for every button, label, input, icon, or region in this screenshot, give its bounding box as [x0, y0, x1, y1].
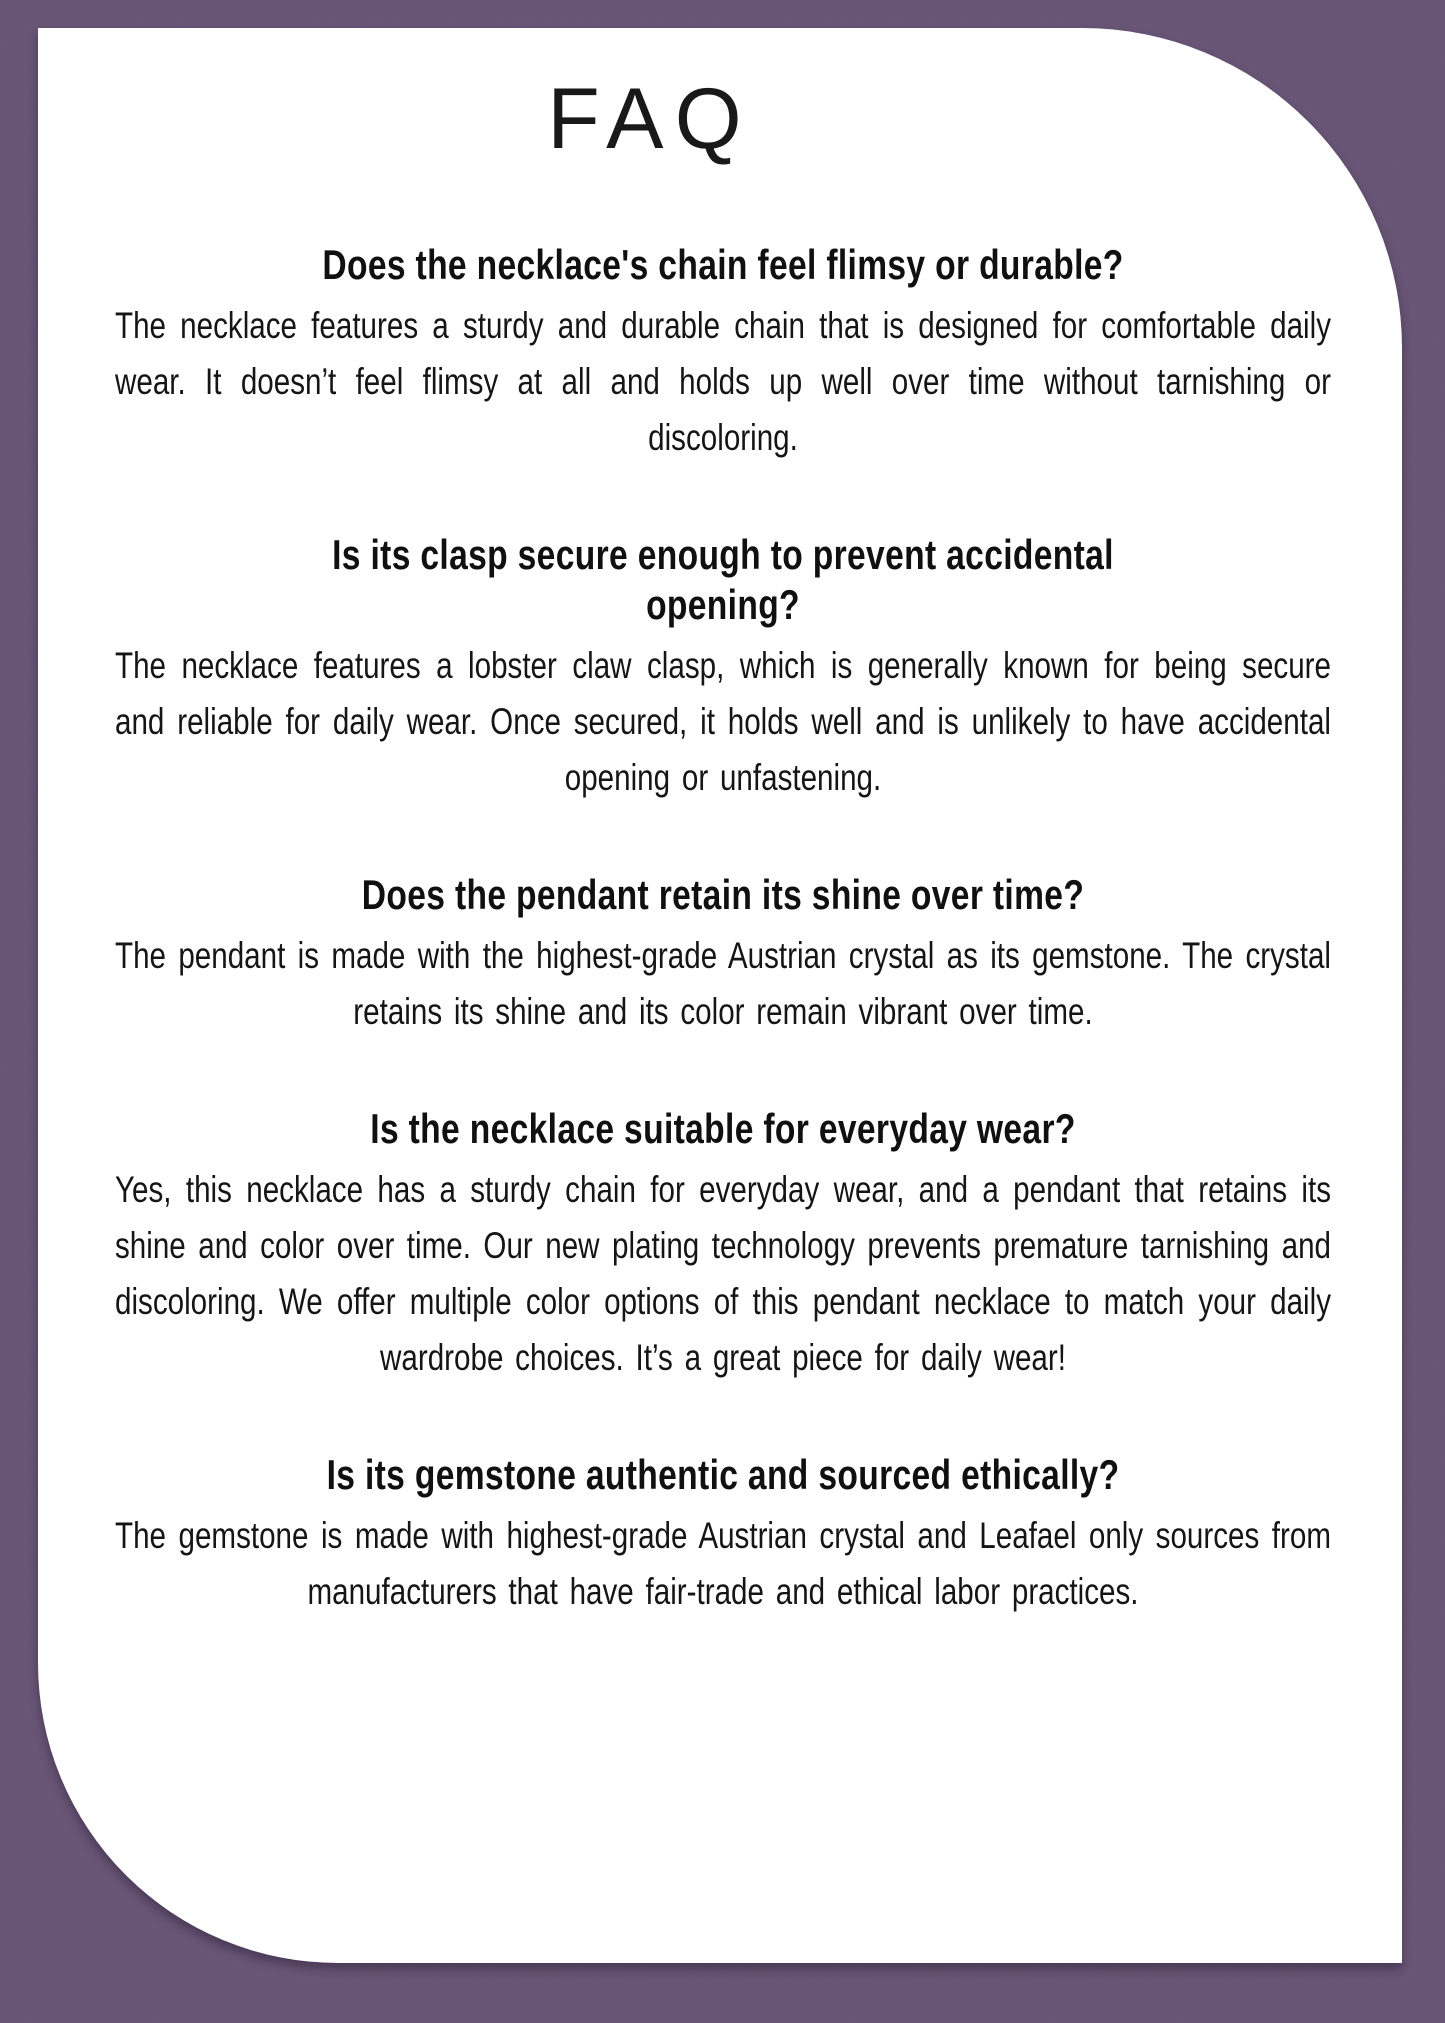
faq-card — [38, 28, 1402, 1963]
faq-answer: Yes, this necklace has a sturdy chain for everyday wear, and a pendant that retains its shine and color over time. Our new plating technology prevents premature tarnishing and discoloring. We offer multiple color options of this pendant necklace to match your daily wardrobe choices. It’s a great piece for daily wear! — [115, 1169, 1331, 1378]
page-title: FAQ — [547, 71, 753, 167]
faq-item — [115, 870, 1331, 1040]
faq-answer: The gemstone is made with highest-grade Austrian crystal and Leafael only sources from manufacturers that have fair-trade and ethical labor practices. — [115, 1515, 1331, 1612]
faq-answer: The pendant is made with the highest-grade Austrian crystal as its gemstone. The crystal retains its shine and its color remain vibrant over time. — [115, 935, 1331, 1032]
faq-question: Is the necklace suitable for everyday wear? — [370, 1105, 1076, 1152]
faq-item — [115, 530, 1331, 806]
faq-content — [115, 240, 1331, 1620]
faq-item — [115, 1450, 1331, 1620]
faq-answer: The necklace features a sturdy and durable chain that is designed for comfortable daily wear. It doesn’t feel flimsy at all and holds up well over time without tarnishing or discoloring. — [115, 305, 1331, 458]
faq-question: Is its gemstone authentic and sourced ethically? — [326, 1451, 1120, 1498]
faq-answer: The necklace features a lobster claw clasp, which is generally known for being secure and reliable for daily wear. Once secured, it holds well and is unlikely to have accidental opening or unfastening. — [115, 645, 1331, 798]
faq-question: Is its clasp secure enough to prevent accidental opening? — [332, 531, 1114, 628]
faq-item — [115, 1104, 1331, 1386]
faq-question: Does the pendant retain its shine over time? — [361, 871, 1085, 918]
faq-item — [115, 240, 1331, 466]
faq-question: Does the necklace's chain feel flimsy or durable? — [322, 241, 1124, 288]
